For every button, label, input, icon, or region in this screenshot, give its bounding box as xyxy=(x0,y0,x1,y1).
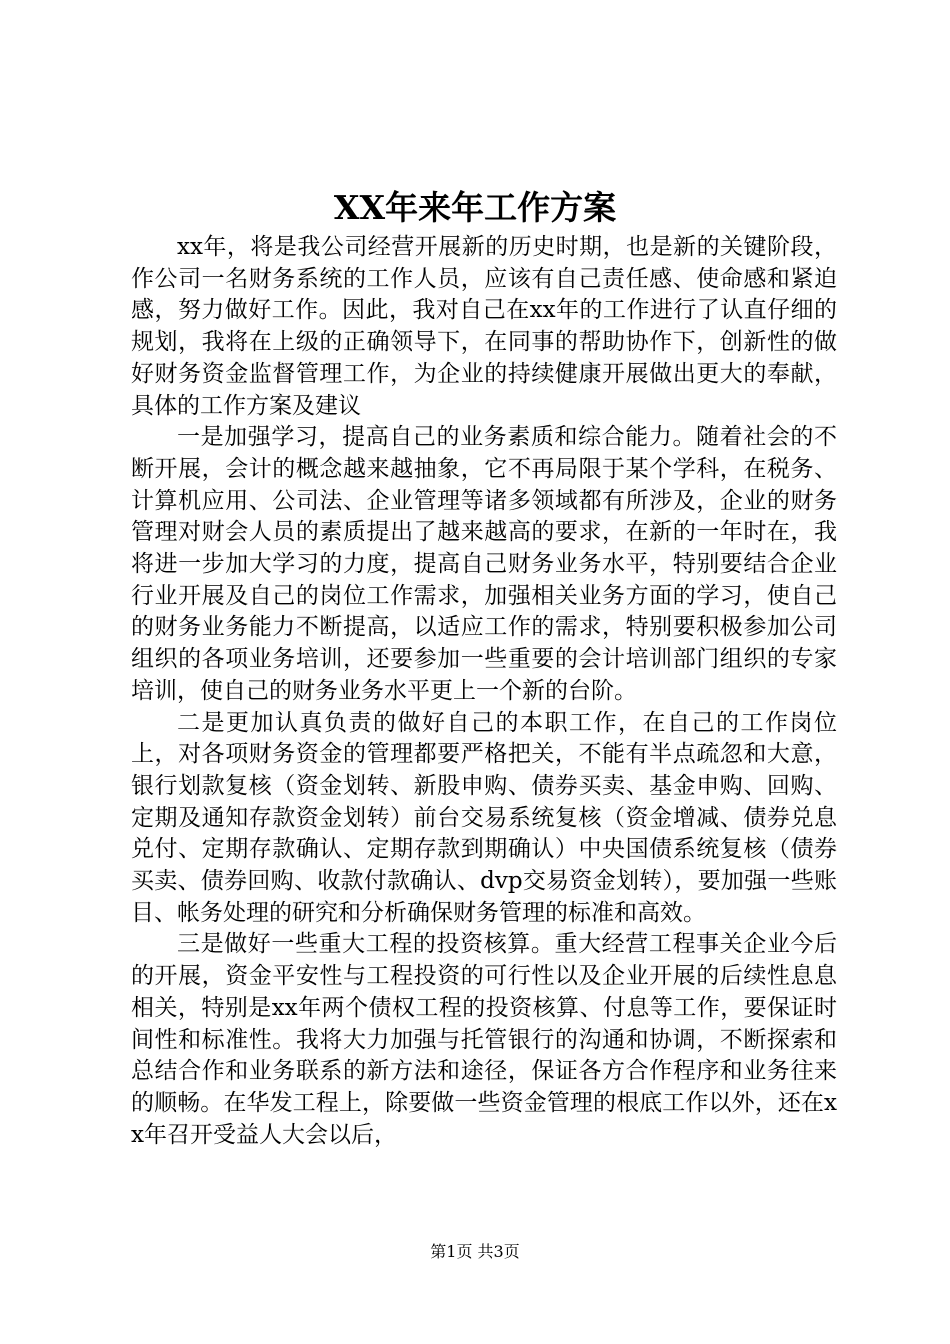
document-body xyxy=(131,232,837,1151)
paragraph-duties: 二是更加认真负责的做好自己的本职工作，在自己的工作岗位上，对各项财务资金的管理都要严格把关，不能有半点疏忽和大意，银行划款复核（资金划转、新股申购、债券买卖、基金申购、回购、定期及通知存款资金划转）前台交易系统复核（资金增减、债券兑息兑付、定期存款确认、定期存款到期确认）中央国债系统复核（债券买卖、债券回购、收款付款确认、dvp交易资金划转），要加强一些账目、帐务处理的研究和分析确保财务管理的标准和高效。 xyxy=(131,709,837,926)
page-footer: 第1页 共3页 xyxy=(430,1242,520,1261)
paragraph-intro: xx年，将是我公司经营开展新的历史时期，也是新的关键阶段，作公司一名财务系统的工作人员，应该有自己责任感、使命感和紧迫感，努力做好工作。因此，我对自己在xx年的工作进行了认直仔细的规划，我将在上级的正确领导下，在同事的帮助协作下，创新性的做好财务资金监督管理工作，为企业的持续健康开展做出更大的奉献，具体的工作方案及建议 xyxy=(131,234,837,419)
paragraph-projects: 三是做好一些重大工程的投资核算。重大经营工程事关企业今后的开展，资金平安性与工程投资的可行性以及企业开展的后续性息息相关，特别是xx年两个债权工程的投资核算、付息等工作，要保证时间性和标准性。我将大力加强与托管银行的沟通和协调，不断探索和总结合作和业务联系的新方法和途径，保证各方合作程序和业务往来的顺畅。在华发工程上，除要做一些资金管理的根底工作以外，还在xx年召开受益人大会以后， xyxy=(131,931,837,1148)
document-title: XX年来年工作方案 xyxy=(333,188,617,227)
paragraph-study: 一是加强学习，提高自己的业务素质和综合能力。随着社会的不断开展，会计的概念越来越抽象，它不再局限于某个学科，在税务、计算机应用、公司法、企业管理等诸多领域都有所涉及，企业的财务管理对财会人员的素质提出了越来越高的要求，在新的一年时在，我将进一步加大学习的力度，提高自己财务业务水平，特别要结合企业行业开展及自己的岗位工作需求，加强相关业务方面的学习，使自己的财务业务能力不断提高，以适应工作的需求，特别要积极参加公司组织的各项业务培训，还要参加一些重要的会计培训部门组织的专家培训，使自己的财务业务水平更上一个新的台阶。 xyxy=(131,424,837,704)
